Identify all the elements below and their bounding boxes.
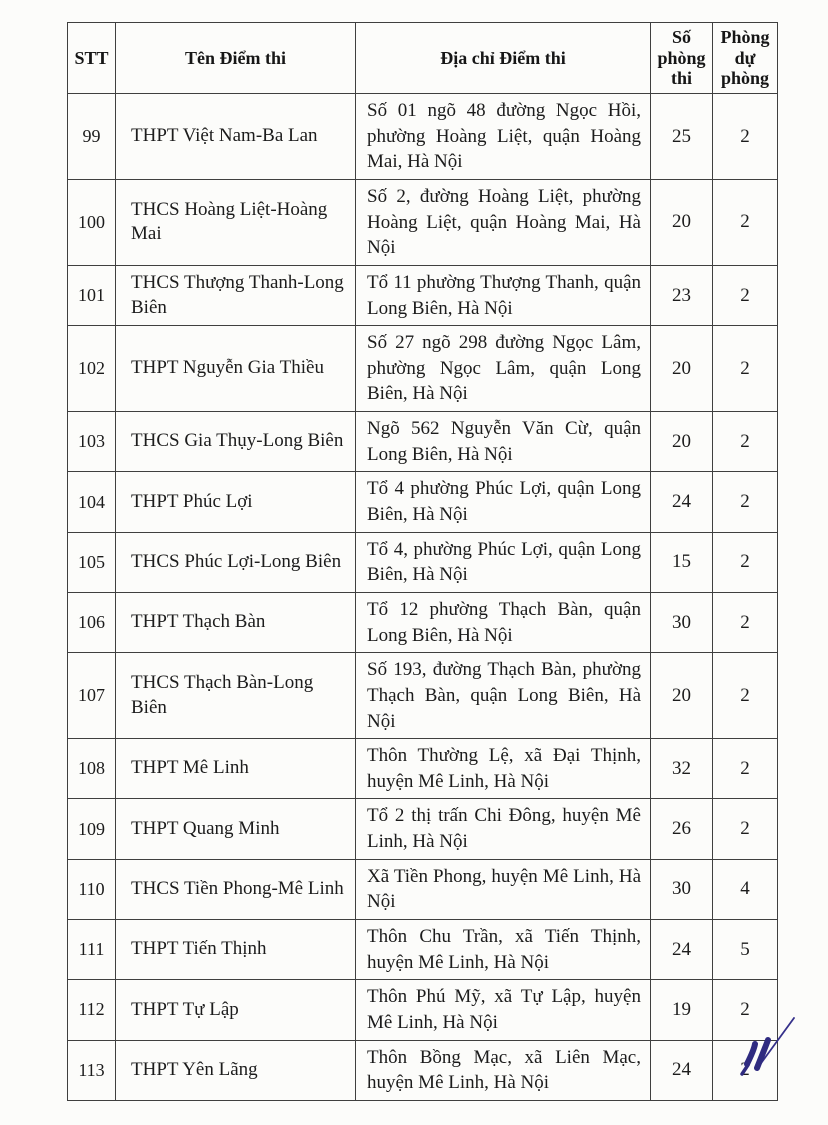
cell-address: Xã Tiền Phong, huyện Mê Linh, Hà Nội [356,859,651,919]
table-row [68,799,778,859]
table-row [68,592,778,652]
cell-exam-rooms: 30 [651,592,713,652]
cell-exam-rooms: 23 [651,265,713,325]
table-row [68,1040,778,1100]
cell-exam-rooms: 24 [651,1040,713,1100]
cell-site-name: THPT Quang Minh [116,799,356,859]
cell-address: Số 2, đường Hoàng Liệt, phường Hoàng Liệt, quận Hoàng Mai, Hà Nội [356,179,651,265]
cell-site-name: THPT Nguyễn Gia Thiều [116,326,356,412]
cell-address: Thôn Bồng Mạc, xã Liên Mạc, huyện Mê Linh, Hà Nội [356,1040,651,1100]
table-row [68,920,778,980]
cell-site-name: THPT Phúc Lợi [116,472,356,532]
cell-address: Số 27 ngõ 298 đường Ngọc Lâm, phường Ngọc Lâm, quận Long Biên, Hà Nội [356,326,651,412]
cell-exam-rooms: 19 [651,980,713,1040]
cell-exam-rooms: 30 [651,859,713,919]
table-row [68,265,778,325]
table-row [68,412,778,472]
cell-stt: 99 [68,94,116,180]
cell-exam-rooms: 32 [651,739,713,799]
table-row [68,739,778,799]
table-body [68,94,778,1101]
header-address: Địa chỉ Điểm thi [356,23,651,94]
cell-address: Thôn Thường Lệ, xã Đại Thịnh, huyện Mê Linh, Hà Nội [356,739,651,799]
cell-backup-rooms: 4 [713,859,778,919]
table-header-row [68,23,778,94]
cell-stt: 100 [68,179,116,265]
cell-exam-rooms: 20 [651,179,713,265]
table-row [68,653,778,739]
exam-sites-table [67,22,778,1101]
cell-address: Tổ 11 phường Thượng Thanh, quận Long Biên, Hà Nội [356,265,651,325]
cell-exam-rooms: 20 [651,326,713,412]
cell-address: Thôn Phú Mỹ, xã Tự Lập, huyện Mê Linh, Hà Nội [356,980,651,1040]
table-row [68,532,778,592]
cell-backup-rooms: 2 [713,532,778,592]
cell-stt: 109 [68,799,116,859]
cell-site-name: THPT Tiến Thịnh [116,920,356,980]
cell-stt: 103 [68,412,116,472]
cell-exam-rooms: 24 [651,472,713,532]
cell-stt: 105 [68,532,116,592]
cell-stt: 111 [68,920,116,980]
table-row [68,859,778,919]
cell-backup-rooms: 2 [713,94,778,180]
cell-exam-rooms: 20 [651,653,713,739]
cell-backup-rooms: 2 [713,179,778,265]
cell-site-name: THPT Thạch Bàn [116,592,356,652]
cell-site-name: THCS Gia Thụy-Long Biên [116,412,356,472]
cell-backup-rooms: 2 [713,326,778,412]
cell-site-name: THCS Thạch Bàn-Long Biên [116,653,356,739]
table-row [68,326,778,412]
cell-backup-rooms: 2 [713,265,778,325]
cell-backup-rooms: 2 [713,412,778,472]
cell-stt: 113 [68,1040,116,1100]
cell-backup-rooms: 2 [713,653,778,739]
cell-site-name: THCS Tiền Phong-Mê Linh [116,859,356,919]
cell-stt: 112 [68,980,116,1040]
cell-site-name: THPT Việt Nam-Ba Lan [116,94,356,180]
cell-exam-rooms: 24 [651,920,713,980]
cell-backup-rooms: 2 [713,799,778,859]
cell-exam-rooms: 15 [651,532,713,592]
table-row [68,179,778,265]
cell-address: Tổ 2 thị trấn Chi Đông, huyện Mê Linh, Hà Nội [356,799,651,859]
header-stt: STT [68,23,116,94]
cell-stt: 104 [68,472,116,532]
cell-stt: 102 [68,326,116,412]
cell-address: Số 193, đường Thạch Bàn, phường Thạch Bàn, quận Long Biên, Hà Nội [356,653,651,739]
cell-site-name: THPT Tự Lập [116,980,356,1040]
cell-address: Tổ 4 phường Phúc Lợi, quận Long Biên, Hà Nội [356,472,651,532]
cell-stt: 106 [68,592,116,652]
cell-site-name: THPT Yên Lãng [116,1040,356,1100]
cell-address: Số 01 ngõ 48 đường Ngọc Hồi, phường Hoàng Liệt, quận Hoàng Mai, Hà Nội [356,94,651,180]
cell-backup-rooms: 5 [713,920,778,980]
table-row [68,94,778,180]
cell-address: Tổ 4, phường Phúc Lợi, quận Long Biên, Hà Nội [356,532,651,592]
header-exam-rooms: Số phòng thi [651,23,713,94]
cell-site-name: THCS Phúc Lợi-Long Biên [116,532,356,592]
cell-address: Ngõ 562 Nguyễn Văn Cừ, quận Long Biên, Hà Nội [356,412,651,472]
cell-exam-rooms: 26 [651,799,713,859]
table-row [68,980,778,1040]
cell-site-name: THCS Thượng Thanh-Long Biên [116,265,356,325]
header-backup-rooms: Phòng dự phòng [713,23,778,94]
cell-backup-rooms: 2 [713,472,778,532]
cell-address: Thôn Chu Trần, xã Tiến Thịnh, huyện Mê Linh, Hà Nội [356,920,651,980]
cell-site-name: THPT Mê Linh [116,739,356,799]
cell-backup-rooms: 2 [713,592,778,652]
table-row [68,472,778,532]
cell-backup-rooms: 2 [713,980,778,1040]
cell-site-name: THCS Hoàng Liệt-Hoàng Mai [116,179,356,265]
cell-stt: 108 [68,739,116,799]
cell-backup-rooms: 2 [713,739,778,799]
cell-stt: 110 [68,859,116,919]
header-site-name: Tên Điểm thi [116,23,356,94]
cell-backup-rooms: 2 [713,1040,778,1100]
cell-exam-rooms: 25 [651,94,713,180]
cell-stt: 107 [68,653,116,739]
cell-address: Tổ 12 phường Thạch Bàn, quận Long Biên, Hà Nội [356,592,651,652]
cell-stt: 101 [68,265,116,325]
cell-exam-rooms: 20 [651,412,713,472]
